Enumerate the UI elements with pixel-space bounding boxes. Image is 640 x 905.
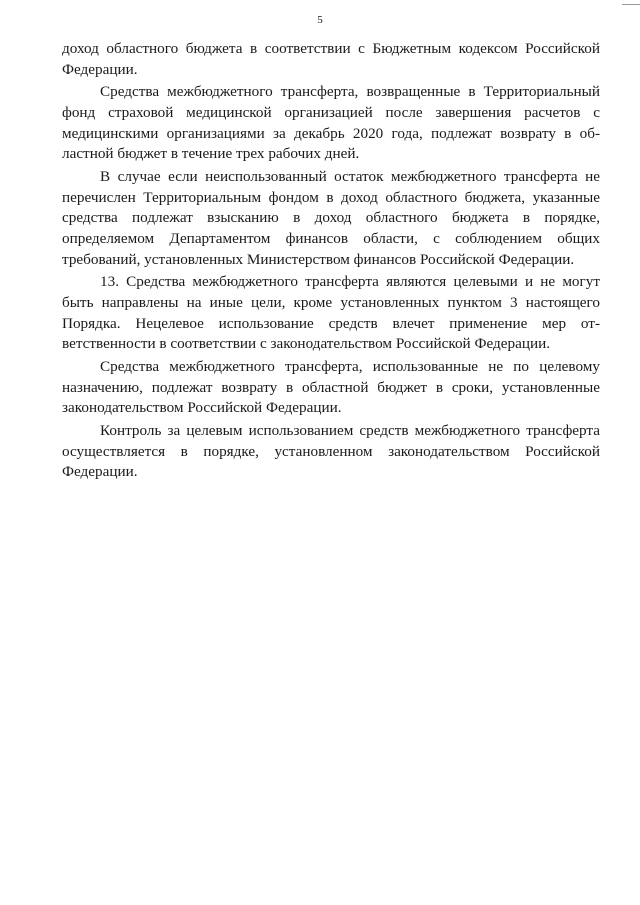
- document-body: [62, 39, 600, 485]
- corner-mark: [622, 0, 640, 5]
- page-number: 5: [317, 14, 323, 26]
- paragraph-control: Контроль за целевым использованием средств межбюджетного трансферта осуществляется в порядке, установленном законодательством Российской Федерации.: [62, 422, 600, 481]
- paragraph-continuation: доход областного бюджета в соответствии с Бюджетным кодексом Российской Федерации.: [62, 40, 600, 78]
- paragraph-misused-funds-return: Средства межбюджетного трансферта, использованные не по целевому назначению, подлежат возврату в областной бюджет в сроки, установленные законодательством Российской Федерации.: [62, 358, 600, 417]
- paragraph-unused-balance-recovery: В случае если неиспользованный остаток межбюджетного трансферта не перечислен Территориальным фондом в доход областного бюджета, указанные средства подлежат взысканию в доход областного бюджета в порядке, определяемом Департаментом финансов области, с соблюдением общих требований, установленных Министерством финансов Российской Федерации.: [62, 168, 600, 268]
- paragraph-item-13-targeted-use: 13. Средства межбюджетного трансферта являются целевыми и не могут быть направлены на иные цели, кроме установленных пунктом 3 настоящего Порядка. Нецелевое использование средств влечет применение мер ответственности в соответствии с законодательством Российской Федерации.: [62, 273, 600, 353]
- paragraph-refund-returned-funds: Средства межбюджетного трансферта, возвращенные в Территориальный фонд страховой медицинской организацией после завершения расчетов с медицинскими организациями за декабрь 2020 года, подлежат возврату в областной бюджет в течение трех рабочих дней.: [62, 83, 600, 163]
